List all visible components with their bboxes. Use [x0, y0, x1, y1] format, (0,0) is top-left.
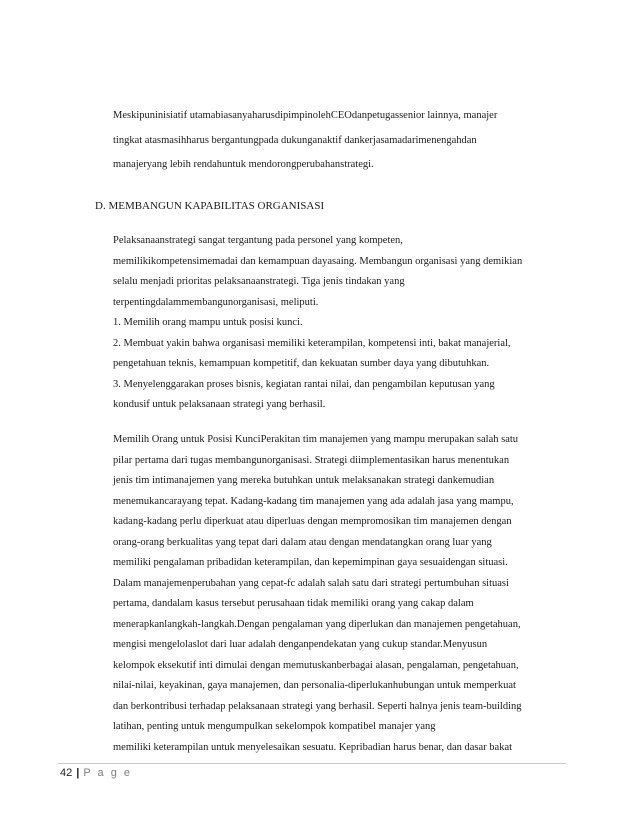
intro-line-2: tingkat atasmasihharus bergantungpada dukunganaktif dankerjasamadarimenengahdan [113, 135, 477, 146]
para2-line-15: latihan, penting untuk mengumpulkan sekelompok kompatibel manajer yang [113, 721, 436, 732]
para1-line-1: Pelaksanaanstrategi sangat tergantung pada personel yang kompeten, [113, 235, 403, 246]
footer-divider [58, 763, 566, 764]
para1-list-item-3: 3. Menyelenggarakan proses bisnis, kegiatan rantai nilai, dan pengambilan keputusan yang [113, 379, 495, 390]
para1-line-4: terpentingdalammembangunorganisasi, meliputi. [113, 297, 319, 308]
para2-line-13: nilai-nilai, keyakinan, gaya manajemen, dan personalia-diperlukanhubungan untuk memperkuat [113, 680, 516, 691]
page-label: P a g e [83, 767, 132, 779]
page-footer [60, 766, 132, 780]
section-heading: D. MEMBANGUN KAPABILITAS ORGANISASI [95, 200, 325, 212]
para2-line-12: kelompok eksekutif inti dimulai dengan memutuskanberbagai alasan, pengalaman, pengetahuan, [113, 660, 519, 671]
para2-line-1: Memilih Orang untuk Posisi KunciPerakitan tim manajemen yang mampu merupakan salah satu [113, 434, 519, 445]
para1-line-3: selalu menjadi prioritas pelaksanaanstrategi. Tiga jenis tindakan yang [113, 276, 405, 287]
para1-list-item-3-cont: kondusif untuk pelaksanaan strategi yang berhasil. [113, 399, 326, 410]
para2-line-4: menemukancarayang tepat. Kadang-kadang tim manajemen yang ada adalah jasa yang mampu, [113, 496, 514, 507]
para1-line-2: memilikikompetensimemadai dan kemampuan dayasaing. Membangun organisasi yang demikian [113, 256, 523, 267]
para2-line-9: pertama, dandalam kasus tersebut perusahaan tidak memiliki orang yang cakap dalam [113, 598, 474, 609]
para1-list-item-2: 2. Membuat yakin bahwa organisasi memiliki keterampilan, kompetensi inti, bakat manajerial, [113, 338, 511, 349]
para2-line-14: dan berkontribusi terhadap pelaksanaan strategi yang berhasil. Seperti halnya jenis team-building [113, 701, 522, 712]
footer-separator: | [76, 767, 80, 779]
intro-line-1: Meskipuninisiatif utamabiasanyaharusdipimpinolehCEOdanpetugassenior lainnya, manajer [113, 110, 498, 121]
para2-line-2: pilar pertama dari tugas membangunorganisasi. Strategi diimplementasikan harus menentukan [113, 455, 510, 466]
para1-list-item-2-cont: pengetahuan teknis, kemampuan kompetitif, dan kekuatan sumber daya yang dibutuhkan. [113, 358, 490, 369]
page-number: 42 [60, 767, 73, 779]
para2-line-10: menerapkanlangkah-langkah.Dengan pengalaman yang diperlukan dan manajemen pengetahuan, [113, 619, 521, 630]
para2-line-11: mengisi mengelolaslot dari luar adalah denganpendekatan yang cukup standar.Menyusun [113, 639, 488, 650]
para2-line-7: memiliki pengalaman pribadidan keterampilan, dan kepemimpinan gaya sesuaidengan situasi. [113, 557, 508, 568]
para2-line-5: kadang-kadang perlu diperkuat atau diperluas dengan mempromosikan tim manajemen dengan [113, 516, 512, 527]
para1-list-item-1: 1. Memilih orang mampu untuk posisi kunci. [113, 317, 303, 328]
para2-line-6: orang-orang berkualitas yang tepat dari dalam atau dengan mendatangkan orang luar yang [113, 537, 492, 548]
para2-line-3: jenis tim intimanajemen yang mereka butuhkan untuk melaksanakan strategi dankemudian [113, 475, 495, 486]
para2-line-16: memiliki keterampilan untuk menyelesaikan sesuatu. Kepribadian harus benar, dan dasar bakat [113, 742, 513, 753]
intro-line-3: manajeryang lebih rendahuntuk mendorongperubahanstrategi. [113, 159, 374, 170]
para2-line-8: Dalam manajemenperubahan yang cepat-fc adalah salah satu dari strategi pertumbuhan situasi [113, 578, 509, 589]
